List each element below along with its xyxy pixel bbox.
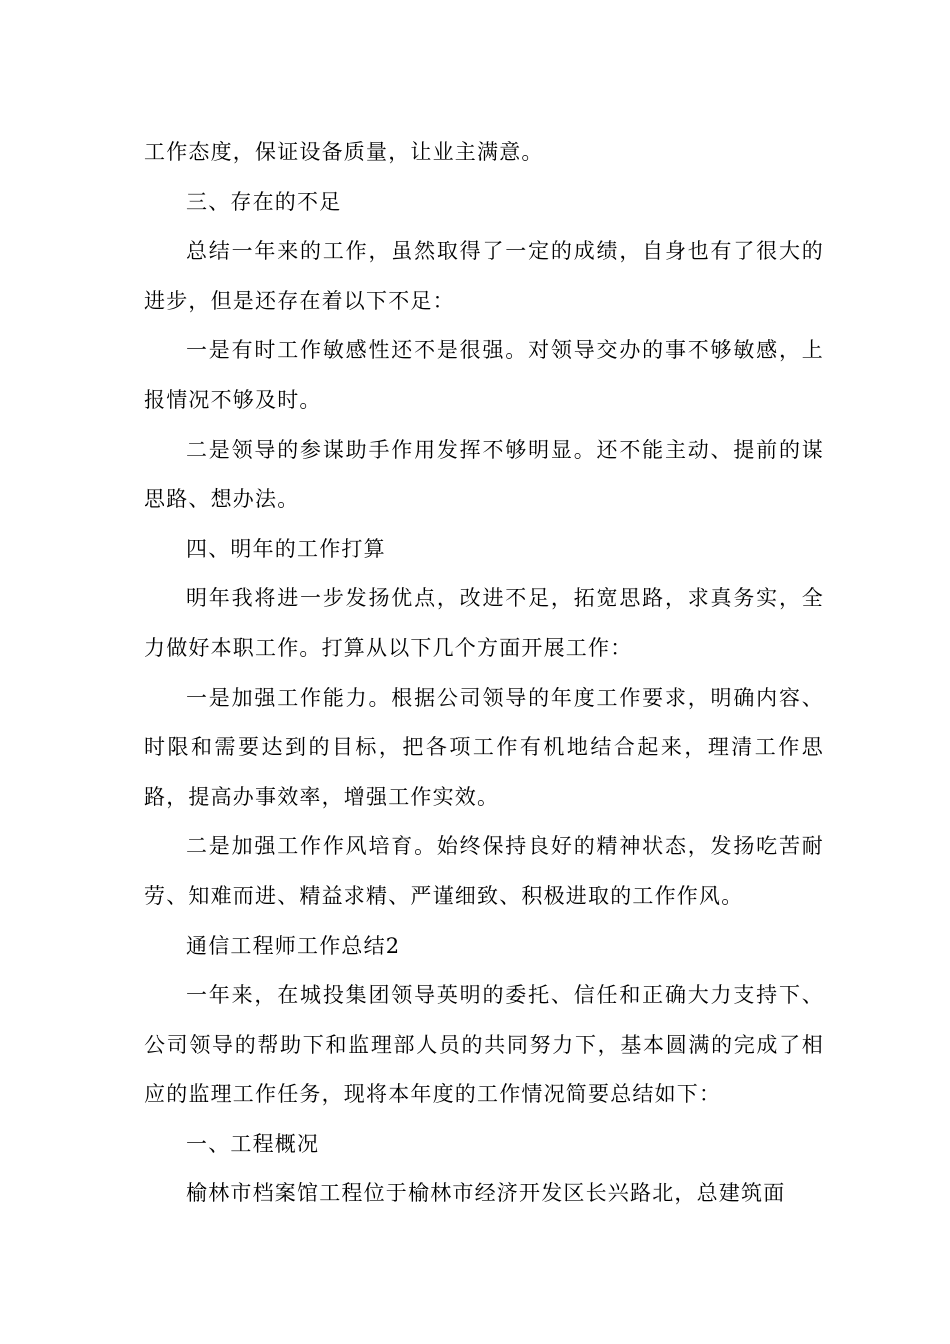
- paragraph: 二是领导的参谋助手作用发挥不够明显。还不能主动、提前的谋思路、想办法。: [144, 437, 824, 512]
- paragraph: 二是加强工作作风培育。始终保持良好的精神状态，发扬吃苦耐劳、知难而进、精益求精、严谨细致、积极进取的工作作风。: [144, 834, 824, 908]
- paragraph: 榆林市档案馆工程位于榆林市经济开发区长兴路北，总建筑面: [186, 1181, 786, 1206]
- document-subtitle: 通信工程师工作总结2: [186, 933, 401, 958]
- section-heading-shortcomings: 三、存在的不足: [186, 189, 342, 214]
- paragraph: 明年我将进一步发扬优点，改进不足，拓宽思路，求真务实，全力做好本职工作。打算从以下几个方面开展工作：: [144, 586, 824, 660]
- section-heading-project-overview: 一、工程概况: [186, 1131, 320, 1156]
- paragraph-continuation: 工作态度，保证设备质量，让业主满意。: [144, 140, 544, 164]
- paragraph: 一年来，在城投集团领导英明的委托、信任和正确大力支持下、公司领导的帮助下和监理部人员的共同努力下，基本圆满的完成了相应的监理工作任务，现将本年度的工作情况简要总结如下：: [144, 983, 824, 1107]
- section-heading-next-year-plan: 四、明年的工作打算: [186, 536, 386, 561]
- paragraph: 一是加强工作能力。根据公司领导的年度工作要求，明确内容、时限和需要达到的目标，把各项工作有机地结合起来，理清工作思路，提高办事效率，增强工作实效。: [144, 685, 824, 809]
- paragraph: 一是有时工作敏感性还不是很强。对领导交办的事不够敏感，上报情况不够及时。: [144, 338, 824, 412]
- document-body: [144, 128, 824, 1219]
- paragraph: 总结一年来的工作，虽然取得了一定的成绩，自身也有了很大的进步，但是还存在着以下不足：: [144, 239, 824, 313]
